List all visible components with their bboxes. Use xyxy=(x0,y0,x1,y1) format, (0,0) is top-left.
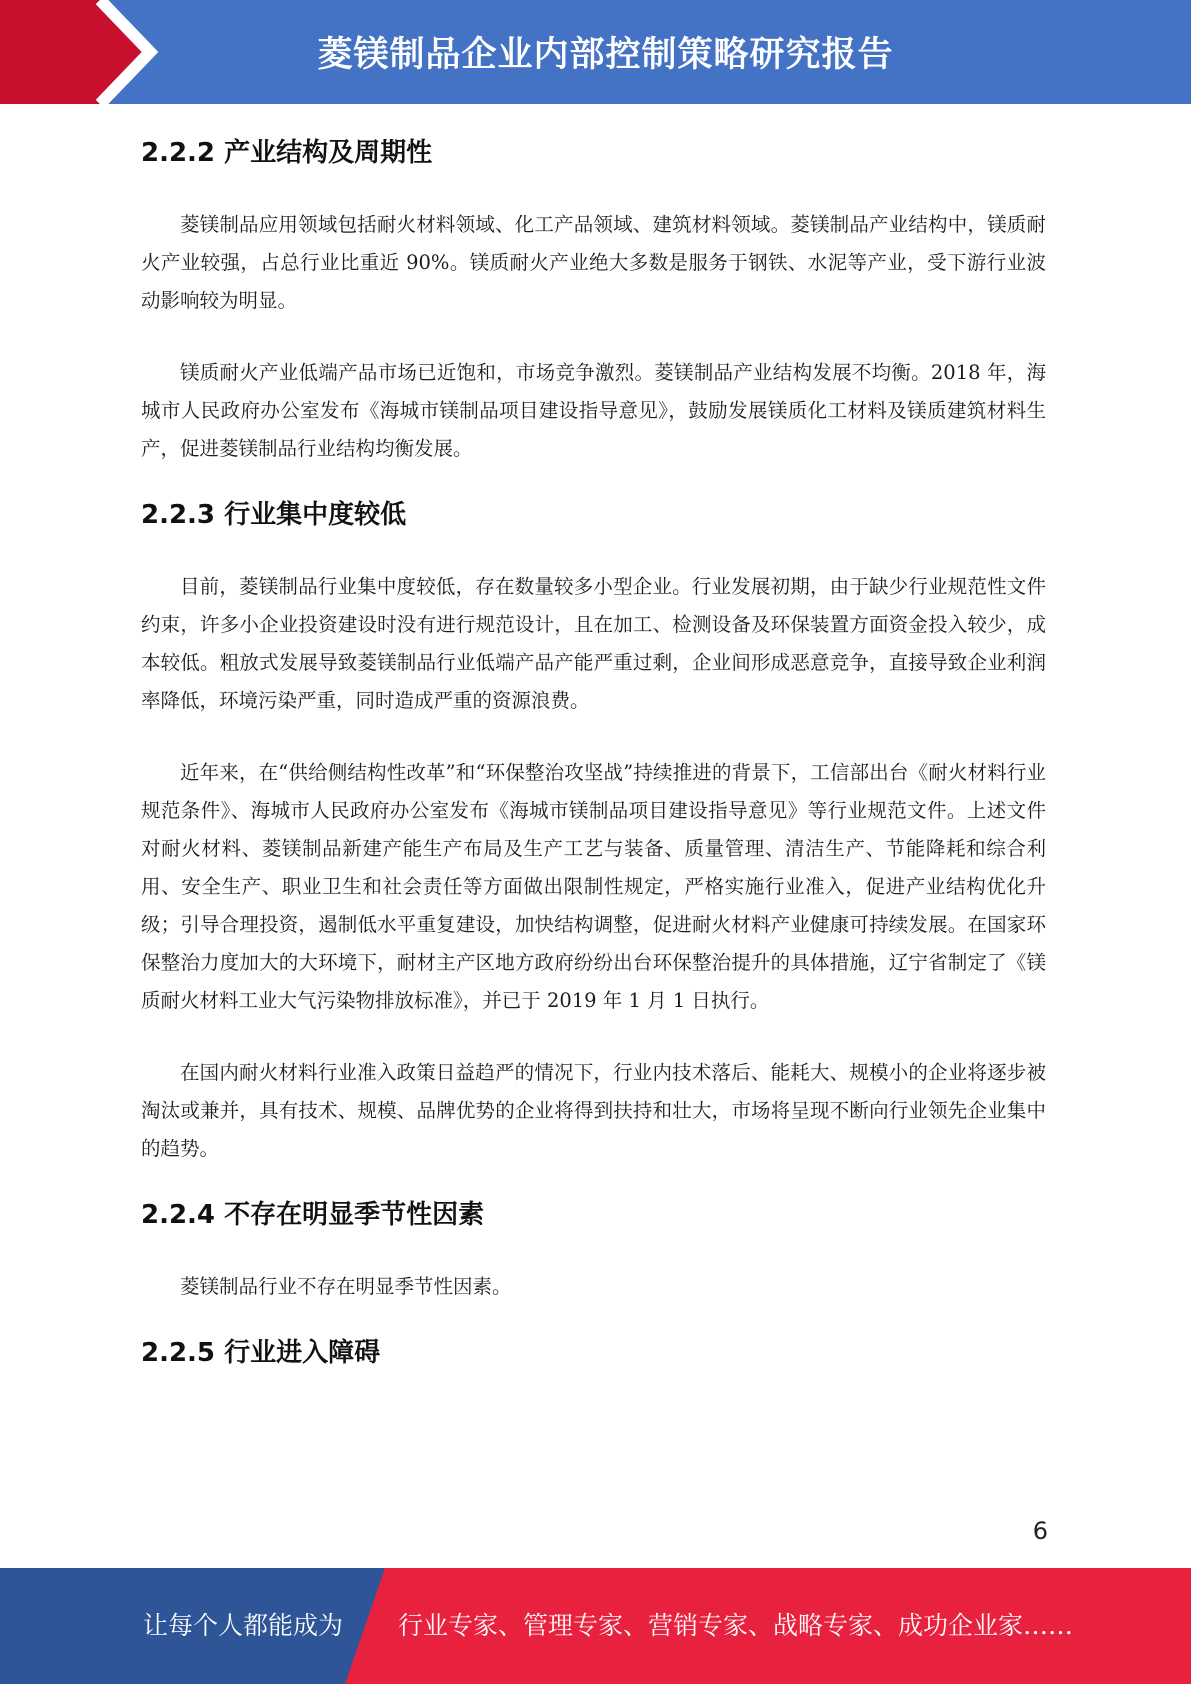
document-body xyxy=(141,128,1046,1378)
section-heading-2-2-4: 2.2.4 不存在明显季节性因素 xyxy=(141,1200,485,1230)
paragraph: 近年来，在“供给侧结构性改革”和“环保整治攻坚战”持续推进的背景下，工信部出台《耐火材料行业规范条件》、海城市人民政府办公室发布《海城市镁制品项目建设指导意见》等行业规范文件。上述文件对耐火材料、菱镁制品新建产能生产布局及生产工艺与装备、质量管理、清洁生产、节能降耗和综合利用、安全生产、职业卫生和社会责任等方面做出限制性规定，严格实施行业准入，促进产业结构优化升级；引导合理投资，遏制低水平重复建设，加快结构调整，促进耐火材料产业健康可持续发展。在国家环保整治力度加大的大环境下，耐材主产区地方政府纷纷出台环保整治提升的具体措施，辽宁省制定了《镁质耐火材料工业大气污染物排放标准》，并已于 2019 年 1 月 1 日执行。 xyxy=(141,761,1046,1012)
footer-slogan-right: 行业专家、管理专家、营销专家、战略专家、成功企业家…… xyxy=(398,1611,1074,1640)
paragraph: 在国内耐火材料行业准入政策日益趋严的情况下，行业内技术落后、能耗大、规模小的企业将逐步被淘汰或兼并，具有技术、规模、品牌优势的企业将得到扶持和壮大，市场将呈现不断向行业领先企业集中的趋势。 xyxy=(141,1061,1046,1160)
section-heading-2-2-2: 2.2.2 产业结构及周期性 xyxy=(141,138,433,168)
section-heading-2-2-5: 2.2.5 行业进入障碍 xyxy=(141,1338,381,1368)
report-title: 菱镁制品企业内部控制策略研究报告 xyxy=(317,35,894,75)
section-heading-2-2-3: 2.2.3 行业集中度较低 xyxy=(141,500,407,530)
page-number: 6 xyxy=(1032,1517,1048,1545)
paragraph: 目前，菱镁制品行业集中度较低，存在数量较多小型企业。行业发展初期，由于缺少行业规范性文件约束，许多小企业投资建设时没有进行规范设计，且在加工、检测设备及环保装置方面资金投入较少，成本较低。粗放式发展导致菱镁制品行业低端产品产能严重过剩，企业间形成恶意竞争，直接导致企业利润率降低，环境污染严重，同时造成严重的资源浪费。 xyxy=(141,575,1046,712)
paragraph: 镁质耐火产业低端产品市场已近饱和，市场竞争激烈。菱镁制品产业结构发展不均衡。2018 年，海城市人民政府办公室发布《海城市镁制品项目建设指导意见》，鼓励发展镁质化工材料及镁质建筑材料生产，促进菱镁制品行业结构均衡发展。 xyxy=(141,361,1046,460)
header-banner xyxy=(0,0,1191,110)
paragraph: 菱镁制品行业不存在明显季节性因素。 xyxy=(180,1275,512,1298)
paragraph: 菱镁制品应用领域包括耐火材料领域、化工产品领域、建筑材料领域。菱镁制品产业结构中，镁质耐火产业较强，占总行业比重近 90%。镁质耐火产业绝大多数是服务于钢铁、水泥等产业，受下游行业波动影响较为明显。 xyxy=(141,213,1046,312)
footer-slogan-left: 让每个人都能成为 xyxy=(143,1611,344,1640)
footer-banner xyxy=(0,1568,1191,1684)
